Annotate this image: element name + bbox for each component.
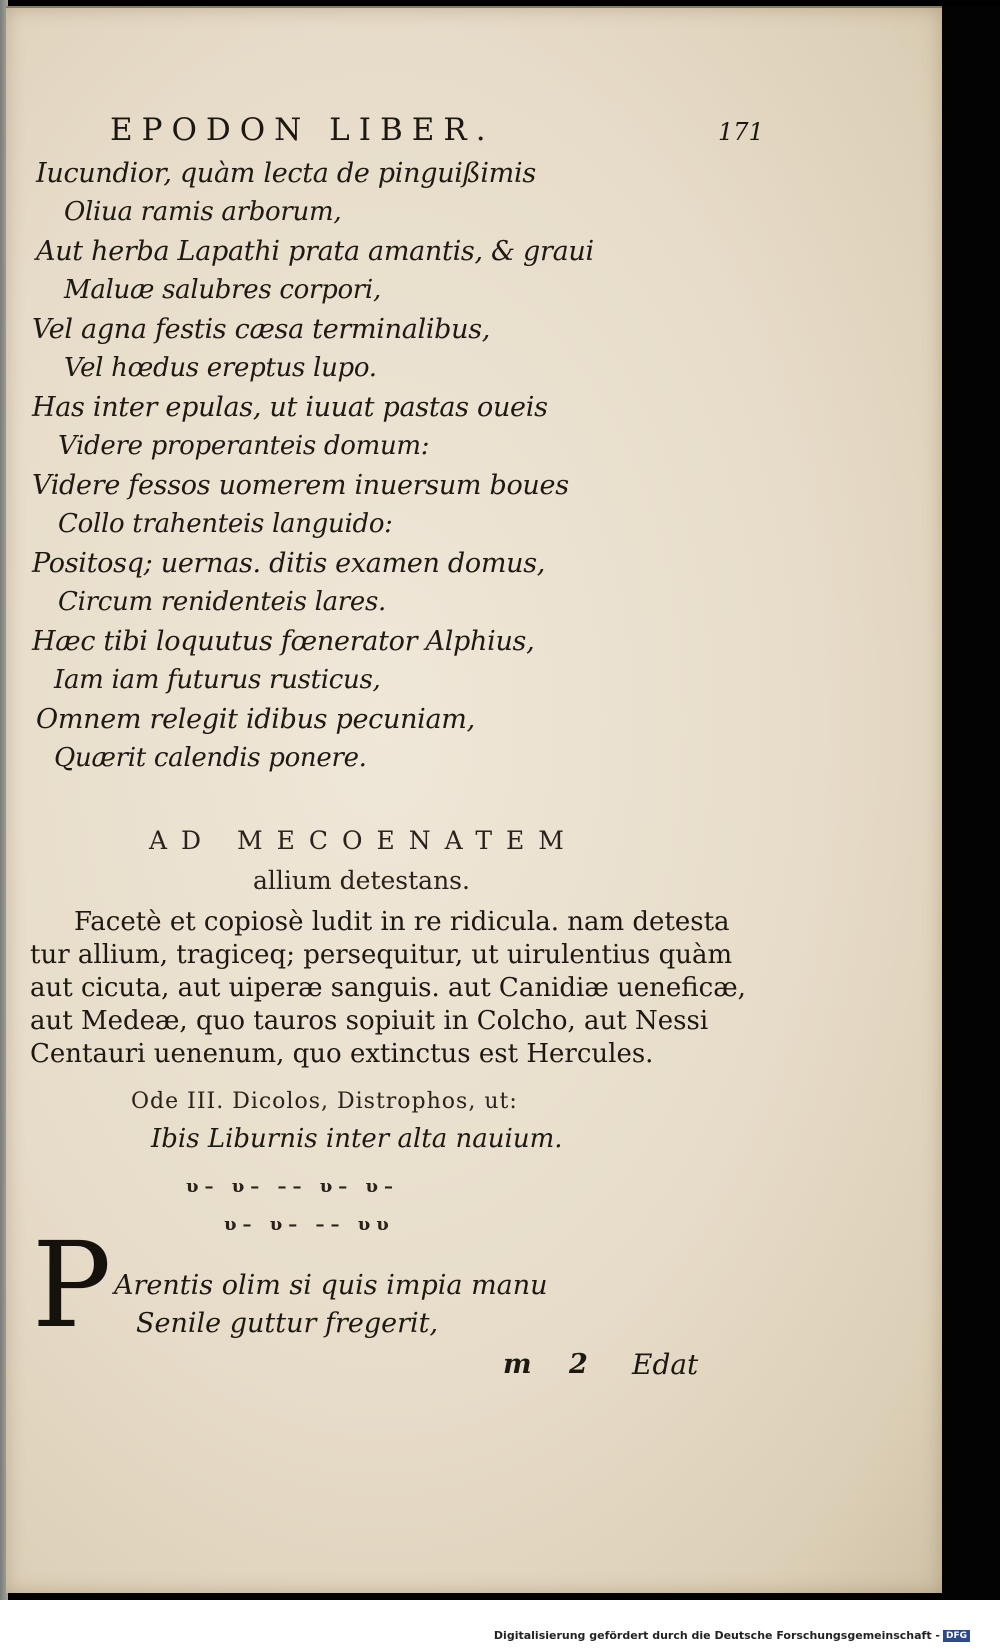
catchword: Edat [632, 1348, 699, 1381]
argument-line: tur allium, tragiceq; persequitur, ut uirulentius quàm [30, 940, 733, 970]
page-number: 171 [718, 118, 764, 146]
ode-line: Arentis olim si quis impia manu [114, 1270, 548, 1301]
ode-line: Senile guttur fregerit, [136, 1308, 439, 1339]
argument-line: Centauri uenenum, quo extinctus est Hercules. [30, 1039, 654, 1069]
verse-line: Hæc tibi loquutus fœnerator Alphius, [32, 626, 535, 657]
footer-credit-text: Digitalisierung gefördert durch die Deutsche Forschungsgemeinschaft - [493, 1629, 940, 1642]
verse-line: Has inter epulas, ut iuuat pastas oueis [32, 392, 548, 423]
verse-line: Videre fessos uomerem inuersum boues [32, 470, 569, 501]
verse-line: Videre properanteis domum: [58, 431, 430, 461]
verse-line: Collo trahenteis languido: [58, 509, 393, 539]
argument-paragraph [30, 906, 746, 1071]
argument-line: aut Medeæ, quo tauros sopiuit in Colcho, aut Nessi [30, 1006, 709, 1036]
dfg-logo: DFG [943, 1630, 970, 1642]
verse-line: Vel hœdus ereptus lupo. [64, 353, 377, 383]
verse-line: Vel agna festis cæsa terminalibus, [32, 314, 491, 345]
verse-line: Positosq; uernas. ditis examen domus, [32, 548, 546, 579]
verse-line: Iam iam futurus rusticus, [54, 665, 381, 695]
verse-line: Maluæ salubres corpori, [64, 275, 381, 305]
meter-description: Ode III. Dicolos, Distrophos, ut: [131, 1089, 518, 1114]
footer-bar [0, 1600, 1000, 1651]
verse-line: Omnem relegit idibus pecuniam, [36, 704, 475, 735]
drop-cap: P [32, 1216, 112, 1354]
meter-example: Ibis Liburnis inter alta nauium. [151, 1124, 563, 1154]
verse-line: Aut herba Lapathi prata amantis, & graui [36, 236, 594, 267]
dark-margin [942, 6, 1000, 1606]
section-subheading: allium detestans. [253, 866, 470, 895]
book-page [6, 6, 942, 1593]
verse-line: Iucundior, quàm lecta de pinguißimis [36, 158, 536, 189]
section-heading: AD MECOENATEM [149, 826, 578, 855]
scansion-line: υ– υ– –– υυ [224, 1214, 395, 1235]
signature-mark: m 2 [503, 1349, 602, 1380]
argument-line: aut cicuta, aut uiperæ sanguis. aut Canidiæ ueneficæ, [30, 973, 746, 1003]
argument-line: Facetè et copiosè ludit in re ridicula. nam detesta [74, 907, 730, 937]
verse-line: Quærit calendis ponere. [54, 743, 367, 773]
footer-credit [494, 1629, 970, 1642]
scansion-line: υ– υ– –– υ– υ– [186, 1176, 400, 1197]
verse-line: Oliua ramis arborum, [64, 197, 342, 227]
verse-line: Circum renidenteis lares. [58, 587, 387, 617]
running-head: EPODON LIBER. [110, 112, 495, 148]
